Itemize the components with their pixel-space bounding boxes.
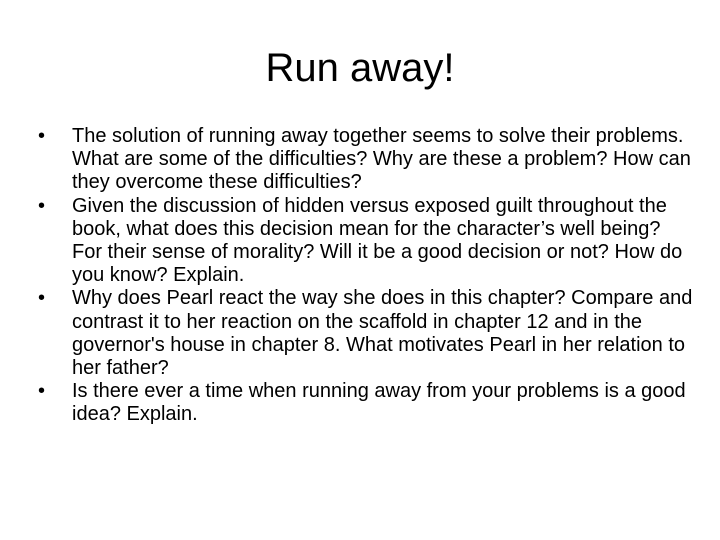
- bullet-icon: •: [38, 194, 46, 217]
- bullet-item: [36, 287, 696, 380]
- bullet-list: [36, 125, 696, 427]
- bullet-item: [36, 380, 696, 426]
- bullet-text: The solution of running away together seems to solve their problems. What are some of the difficulties? Why are these a problem? How can they overcome these difficulties?: [72, 125, 691, 194]
- bullet-text: Given the discussion of hidden versus exposed guilt throughout the book, what does this decision mean for the character’s well being? For their sense of morality? Will it be a good decision or not? How do you know? Explain.: [72, 194, 683, 287]
- bullet-item: [36, 195, 696, 288]
- bullet-text: Why does Pearl react the way she does in this chapter? Compare and contrast it to her reaction on the scaffold in chapter 12 and in the governor's house in chapter 8. What motivates Pearl in her relation to her father?: [72, 287, 693, 380]
- bullet-icon: •: [38, 125, 46, 147]
- bullet-icon: •: [38, 287, 46, 310]
- bullet-text: Is there ever a time when running away from your problems is a good idea? Explain.: [72, 380, 686, 426]
- bullet-icon: •: [38, 380, 46, 403]
- slide-title: Run away!: [265, 46, 455, 90]
- bullet-item: [36, 125, 696, 195]
